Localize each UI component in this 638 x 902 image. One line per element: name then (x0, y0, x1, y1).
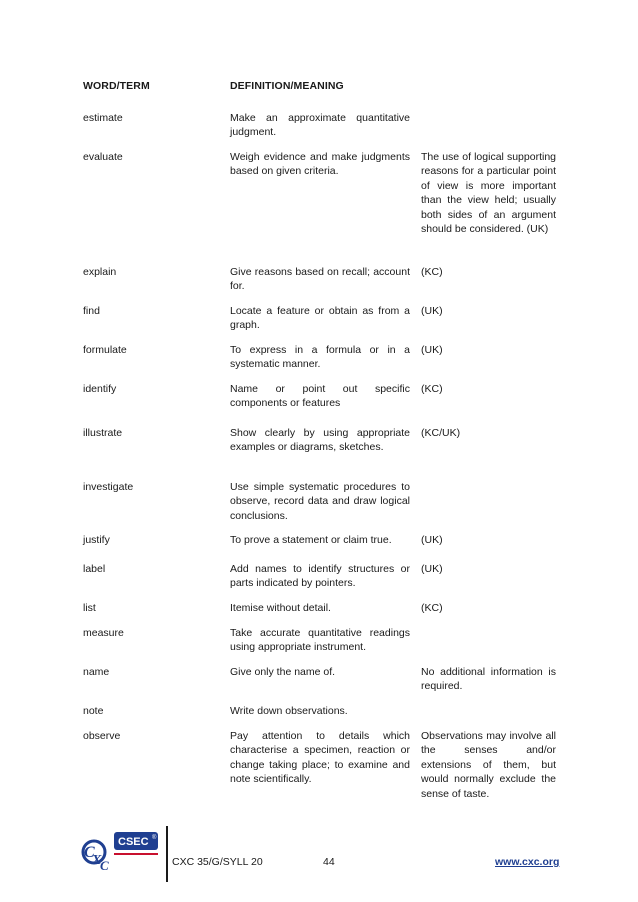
definition-cell: Pay attention to details which characterise a specimen, reaction or change taking place; to examine and note scientifically. (230, 730, 410, 786)
term-cell: illustrate (83, 427, 123, 439)
definition-cell: Itemise without detail. (230, 602, 331, 614)
term-cell: identify (83, 383, 117, 395)
term-cell: find (83, 305, 100, 317)
term-cell: list (83, 602, 96, 614)
term-cell: measure (83, 627, 124, 639)
note-cell: (UK) (421, 305, 443, 317)
cxc-website-link[interactable]: www.cxc.org (495, 856, 560, 868)
header-definition: DEFINITION/MEANING (230, 80, 344, 92)
definition-cell: Add names to identify structures or parts indicated by pointers. (230, 563, 410, 590)
definition-cell: Give reasons based on recall; account for. (230, 266, 410, 293)
term-cell: label (83, 563, 106, 575)
definition-cell: Give only the name of. (230, 666, 336, 678)
header-word-term: WORD/TERM (83, 80, 150, 92)
term-cell: observe (83, 730, 121, 742)
cxc-csec-logo (80, 826, 166, 872)
svg-text:®: ® (152, 835, 157, 841)
note-cell: (KC) (421, 383, 443, 395)
term-cell: justify (83, 534, 110, 546)
term-cell: note (83, 705, 104, 717)
term-cell: evaluate (83, 151, 123, 163)
note-cell: (UK) (421, 563, 443, 575)
footer-divider (166, 826, 168, 882)
note-cell: No additional information is required. (421, 666, 556, 693)
term-cell: estimate (83, 112, 123, 124)
note-cell: (UK) (421, 534, 443, 546)
note-cell: The use of logical supporting reasons for a particular point of view is more important than the view held; usually both sides of an argument should be considered. (UK) (421, 151, 556, 236)
term-cell: name (83, 666, 110, 678)
definition-cell: Make an approximate quantitative judgment. (230, 112, 410, 139)
svg-text:C: C (84, 844, 95, 861)
definition-cell: Write down observations. (230, 705, 348, 717)
note-cell: (KC) (421, 602, 443, 614)
syllabus-code: CXC 35/G/SYLL 20 (172, 856, 263, 868)
note-cell: (UK) (421, 344, 443, 356)
note-cell: (KC/UK) (421, 427, 461, 439)
term-cell: explain (83, 266, 117, 278)
definition-cell: Weigh evidence and make judgments based on given criteria. (230, 151, 410, 178)
definition-cell: Show clearly by using appropriate examples or diagrams, sketches. (230, 427, 410, 454)
svg-text:X: X (92, 853, 102, 868)
page-footer (0, 820, 638, 870)
definition-cell: Locate a feature or obtain as from a graph. (230, 305, 410, 332)
term-cell: formulate (83, 344, 127, 356)
svg-text:CSEC: CSEC (118, 836, 149, 848)
definition-cell: Take accurate quantitative readings using appropriate instrument. (230, 627, 410, 654)
page-number: 44 (323, 856, 335, 868)
note-cell: Observations may involve all the senses and/or extensions of them, but would normally exclude the sense of taste. (421, 730, 556, 800)
note-cell: (KC) (421, 266, 443, 278)
definition-cell: To express in a formula or in a systematic manner. (230, 344, 410, 371)
svg-text:C: C (100, 858, 109, 872)
definition-cell: To prove a statement or claim true. (230, 534, 392, 546)
term-cell: investigate (83, 481, 134, 493)
definition-cell: Name or point out specific components or features (230, 383, 410, 410)
definition-cell: Use simple systematic procedures to observe, record data and draw logical conclusions. (230, 481, 410, 522)
